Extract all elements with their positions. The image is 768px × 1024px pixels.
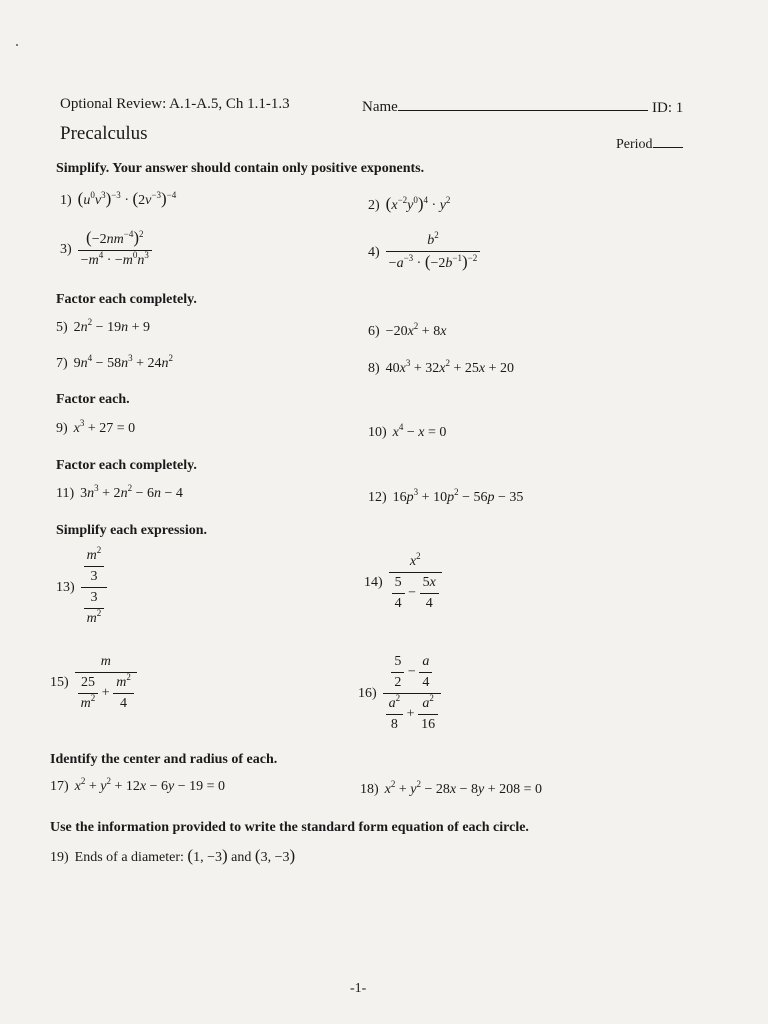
subject-title: Precalculus [60, 123, 148, 144]
instruction-standard-form: Use the information provided to write the standard form equation of each circle. [50, 820, 529, 835]
problem-11: 11) $3n^3 + 2n^2 - 6n - 4$ [56, 483, 183, 501]
problem-12: 12) $16p^3 + 10p^2 - 56p - 35$ [368, 487, 524, 505]
id-label: ID: 1 [652, 100, 684, 116]
problem-15: 15) m $\frac{25}{m^2}$ + $\frac{m^2}{4}$ [50, 652, 137, 714]
name-label: Name [362, 99, 398, 115]
problem-14: 14) $x^2$ $\frac{5}{4}$ − $\frac{5x}{4}$ [364, 552, 442, 614]
page-number: -1- [350, 981, 367, 996]
problem-19: 19) Ends of a diameter: (1, −3) and (3, −3) [50, 846, 296, 865]
instruction-simplify-expression: Simplify each expression. [56, 523, 208, 538]
problem-3: 3) $\frac{(-2nm^{-4})^2}{-m^4 \cdot -m^0n^3}$ [60, 228, 152, 271]
problem-4: 4) $\frac{b^2}{-a^{-3} \cdot (-2b^{-1})^{-2}}$ [368, 231, 480, 274]
instruction-factor-completely-2: Factor each completely. [56, 458, 197, 473]
problem-17: 17) $x^2 + y^2 + 12x - 6y - 19 = 0$ [50, 776, 226, 794]
problem-9: 9) $x^3 + 27 = 0$ [56, 418, 136, 436]
course-line: Optional Review: A.1-A.5, Ch 1.1-1.3 [60, 96, 290, 112]
problem-5: 5) $2n^2 - 19n + 9$ [56, 317, 150, 335]
problem-10: 10) $x^4 - x = 0$ [368, 422, 447, 440]
instruction-simplify: Simplify. Your answer should contain only positive exponents. [56, 161, 425, 176]
instruction-factor-completely: Factor each completely. [56, 292, 197, 307]
problem-13: 13) $\frac{\frac{m^2}{3}}{\frac{3}{m^2}}$ [56, 546, 107, 629]
problem-1: 1) $(u^0v^3)^{-3} \cdot (2v^{-3})^{-4}$ [60, 189, 177, 208]
period-field[interactable] [608, 135, 683, 153]
problem-18: 18) $x^2 + y^2 - 28x - 8y + 208 = 0$ [360, 779, 543, 797]
problem-8: 8) $40x^3 + 32x^2 + 25x + 20$ [368, 358, 515, 376]
instruction-factor-each: Factor each. [56, 392, 130, 407]
name-field[interactable] [362, 98, 648, 116]
problem-7: 7) $9n^4 - 58n^3 + 24n^2$ [56, 353, 173, 371]
instruction-center-radius: Identify the center and radius of each. [50, 752, 278, 767]
period-label: Period [616, 137, 653, 152]
problem-16: 16) $\frac{5}{2}$ − $\frac{a}{4}$ $\frac{a^2}{8}$ + $\frac{a^2}{16}$ [358, 652, 441, 735]
problem-6: $6) -20x^2 + 8x$ [368, 321, 447, 339]
problem-2: 2) $(x^{-2}y^0)^4 \cdot y^2$ [368, 194, 451, 213]
